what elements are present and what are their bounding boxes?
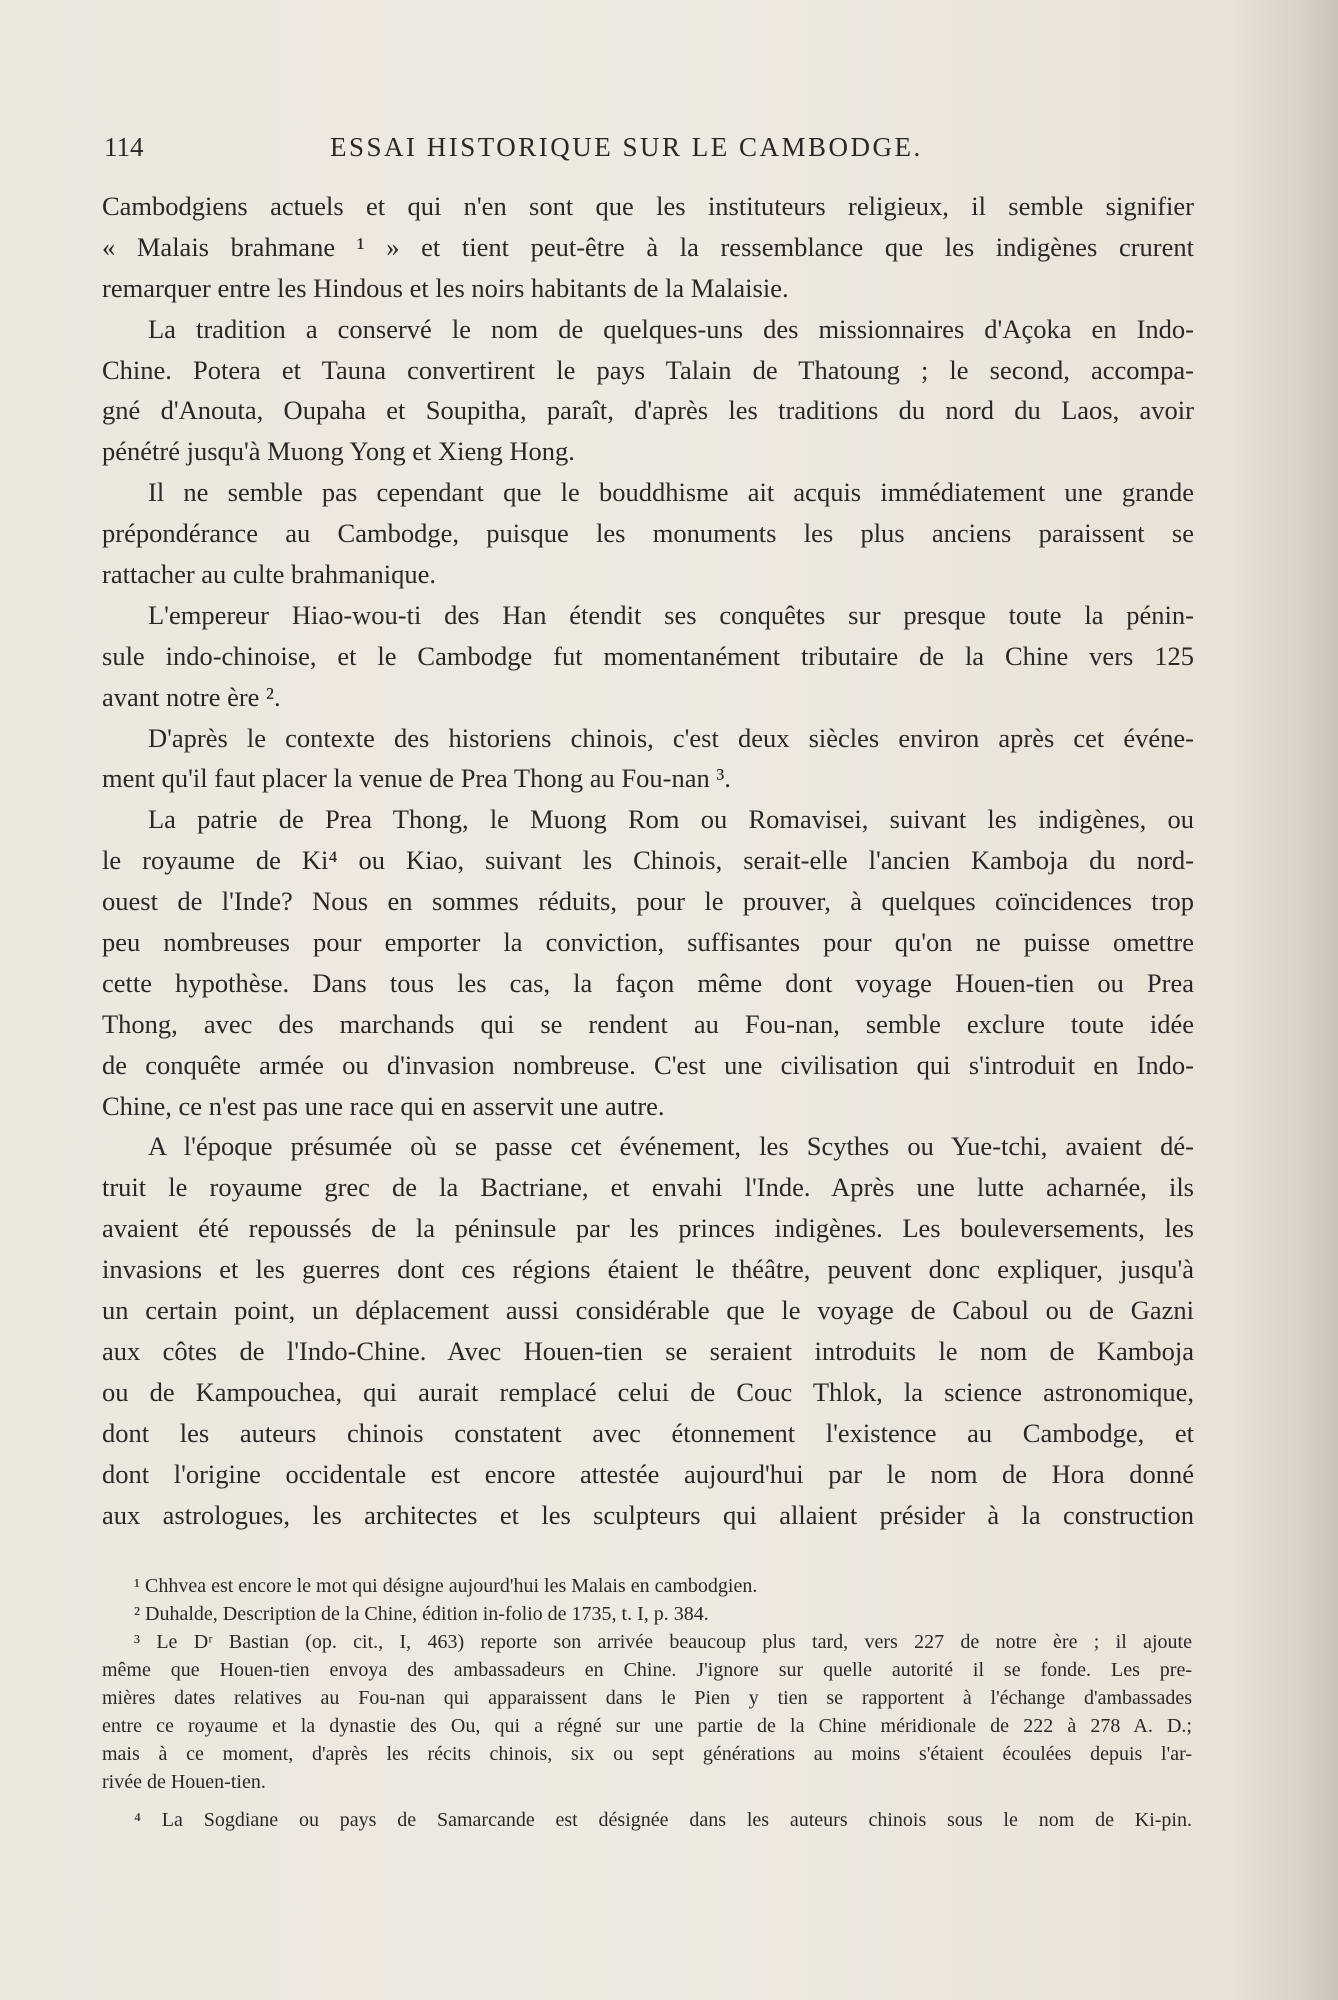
text-line: D'après le contexte des historiens chinois, c'est deux siècles environ après cet événe-: [148, 722, 1194, 753]
text-line: truit le royaume grec de la Bactriane, et envahi l'Inde. Après une lutte acharnée, ils: [102, 1172, 1194, 1203]
text-line: Il ne semble pas cependant que le bouddhisme ait acquis immédiatement une grande: [148, 477, 1194, 508]
running-title: ESSAI HISTORIQUE SUR LE CAMBODGE.: [330, 132, 923, 162]
running-header: [104, 132, 964, 168]
text-line: A l'époque présumée où se passe cet événement, les Scythes ou Yue-tchi, avaient dé-: [148, 1131, 1194, 1162]
text-line: avant notre ère ².: [102, 681, 281, 712]
text-line: gné d'Anouta, Oupaha et Soupitha, paraît, d'après les traditions du nord du Laos, avoir: [102, 395, 1194, 426]
text-line: ment qu'il faut placer la venue de Prea Thong au Fou-nan ³.: [102, 763, 731, 794]
text-line: L'empereur Hiao-wou-ti des Han étendit ses conquêtes sur presque toute la pénin-: [148, 599, 1194, 630]
text-line: invasions et les guerres dont ces régions étaient le théâtre, peuvent donc expliquer, jusqu'à: [102, 1254, 1194, 1285]
text-line: le royaume de Ki⁴ ou Kiao, suivant les Chinois, serait-elle l'ancien Kamboja du nord-: [102, 845, 1194, 876]
text-line: ouest de l'Inde? Nous en sommes réduits, pour le prouver, à quelques coïncidences trop: [102, 886, 1194, 917]
text-line: Chine. Potera et Tauna convertirent le pays Talain de Thatoung ; le second, accompa-: [102, 354, 1194, 385]
text-line: un certain point, un déplacement aussi considérable que le voyage de Caboul ou de Gazni: [102, 1295, 1194, 1326]
text-line: Thong, avec des marchands qui se rendent au Fou-nan, semble exclure toute idée: [102, 1008, 1194, 1039]
text-line: rattacher au culte brahmanique.: [102, 559, 437, 590]
footnotes: [102, 1572, 1192, 1834]
text-line: sule indo-chinoise, et le Cambodge fut momentanément tributaire de la Chine vers 125: [102, 640, 1194, 671]
text-line: avaient été repoussés de la péninsule par les princes indigènes. Les bouleversements, les: [102, 1213, 1194, 1244]
footnote-3-line: mais à ce moment, d'après les récits chinois, six ou sept générations au moins s'étaient écoulées depuis l'ar-: [102, 1743, 1192, 1765]
text-line: Chine, ce n'est pas une race qui en asservit une autre.: [102, 1090, 665, 1121]
text-line: aux astrologues, les architectes et les sculpteurs qui allaient présider à la construction: [102, 1499, 1194, 1530]
text-line: de conquête armée ou d'invasion nombreuse. C'est une civilisation qui s'introduit en Indo-: [102, 1049, 1194, 1080]
footnote-3-line: rivée de Houen-tien.: [102, 1771, 266, 1793]
footnote-2: ² Duhalde, Description de la Chine, édition in-folio de 1735, t. I, p. 384.: [134, 1603, 709, 1625]
text-line: Cambodgiens actuels et qui n'en sont que les instituteurs religieux, il semble signifier: [102, 191, 1194, 221]
text-line: « Malais brahmane ¹ » et tient peut-être à la ressemblance que les indigènes crurent: [102, 231, 1194, 262]
text-line: La patrie de Prea Thong, le Muong Rom ou Romavisei, suivant les indigènes, ou: [148, 804, 1194, 835]
text-line: remarquer entre les Hindous et les noirs habitants de la Malaisie.: [102, 272, 789, 303]
body-text: [102, 186, 1194, 1535]
footnote-4: ⁴ La Sogdiane ou pays de Samarcande est désignée dans les auteurs chinois sous le nom de Ki-pin.: [134, 1809, 1192, 1831]
text-line: ou de Kampouchea, qui aurait remplacé celui de Couc Thlok, la science astronomique,: [102, 1376, 1194, 1407]
page-number: 114: [104, 132, 144, 162]
footnote-1: ¹ Chhvea est encore le mot qui désigne aujourd'hui les Malais en cambodgien.: [134, 1575, 758, 1597]
footnote-3-line: mières dates relatives au Fou-nan qui apparaissent dans le Pien y tien se rapportent à l'échange d'ambassades: [102, 1687, 1192, 1709]
text-line: La tradition a conservé le nom de quelques-uns des missionnaires d'Açoka en Indo-: [148, 313, 1194, 344]
text-line: peu nombreuses pour emporter la conviction, suffisantes pour qu'on ne puisse omettre: [102, 927, 1194, 958]
text-line: prépondérance au Cambodge, puisque les monuments les plus anciens paraissent se: [102, 518, 1194, 549]
text-line: pénétré jusqu'à Muong Yong et Xieng Hong.: [102, 436, 575, 467]
text-line: dont les auteurs chinois constatent avec étonnement l'existence au Cambodge, et: [102, 1417, 1194, 1448]
text-line: cette hypothèse. Dans tous les cas, la façon même dont voyage Houen-tien ou Prea: [102, 967, 1194, 998]
text-line: aux côtes de l'Indo-Chine. Avec Houen-tien se seraient introduits le nom de Kamboja: [102, 1335, 1194, 1366]
footnote-3: ³ Le Dʳ Bastian (op. cit., I, 463) reporte son arrivée beaucoup plus tard, vers 227 de notre ère ; il ajoute: [134, 1631, 1192, 1653]
footnote-3-line: entre ce royaume et la dynastie des Ou, qui a régné sur une partie de la Chine méridionale de 222 à 278 A. D.;: [102, 1715, 1192, 1737]
text-line: dont l'origine occidentale est encore attestée aujourd'hui par le nom de Hora donné: [102, 1458, 1194, 1489]
footnote-3-line: même que Houen-tien envoya des ambassadeurs en Chine. J'ignore sur quelle autorité il se fonde. Les pre-: [102, 1659, 1192, 1681]
